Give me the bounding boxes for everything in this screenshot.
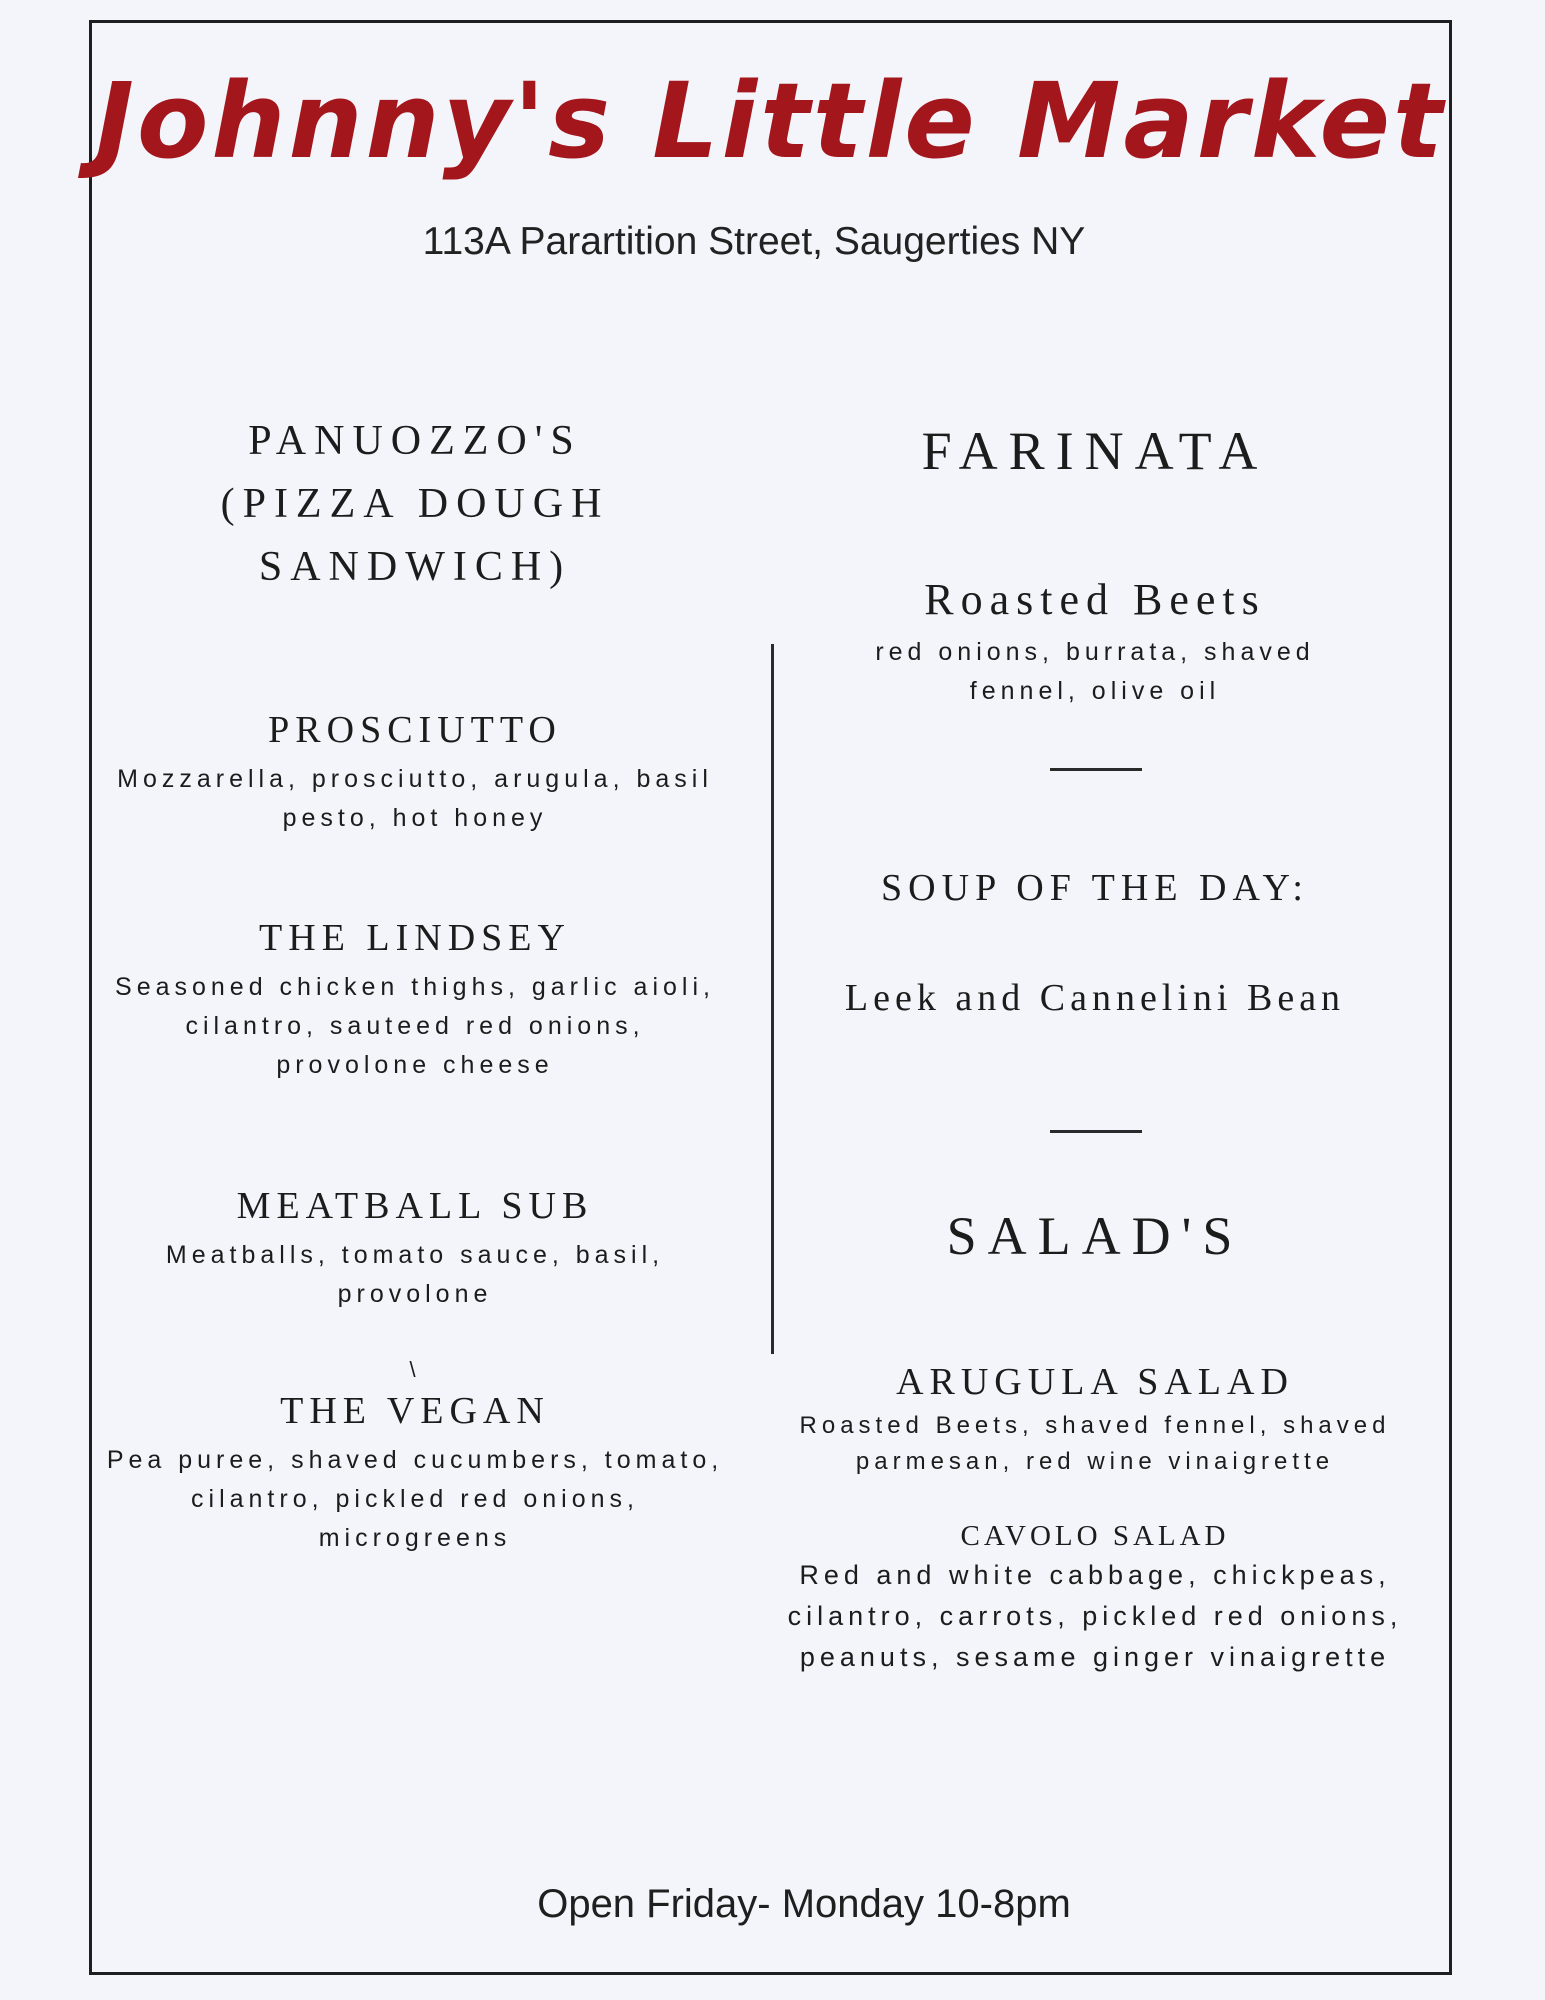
menu-item-the-vegan [100,1389,730,1558]
address: 113A Parartition Street, Saugerties NY [422,220,1086,263]
item-name: ARUGULA SALAD [896,1361,1294,1403]
menu-item-cavolo-salad [780,1520,1410,1678]
panuozzo-section-title: PANUOZZO'S (PIZZA DOUGH SANDWICH) [220,418,610,590]
item-description: Meatballs, tomato sauce, basil, provolone [165,1241,665,1308]
menu-item-arugula-salad [780,1360,1410,1480]
soup-section-title: SOUP OF THE DAY: [881,867,1309,909]
opening-hours: Open Friday- Monday 10-8pm [537,1882,1071,1926]
item-description: Mozzarella, prosciutto, arugula, basil pesto, hot honey [117,765,713,832]
menu-item-the-lindsey [100,916,730,1085]
section-rule [1050,1130,1142,1133]
item-name: THE VEGAN [280,1390,550,1432]
menu-item-prosciutto [100,708,730,838]
item-description: Seasoned chicken thighs, garlic aioli, cilantro, sauteed red onions, provolone cheese [115,973,715,1079]
column-divider [771,644,774,1354]
salads-section-title: SALAD'S [946,1206,1244,1266]
item-name: Roasted Beets [924,575,1266,624]
restaurant-name: Johnny's Little Market [95,60,1446,182]
item-description: red onions, burrata, shaved fennel, olive oil [875,638,1315,705]
item-description: Pea puree, shaved cucumbers, tomato, cilantro, pickled red onions, microgreens [106,1446,724,1552]
item-name: THE LINDSEY [259,917,571,959]
item-name: CAVOLO SALAD [960,1520,1230,1552]
item-description: Red and white cabbage, chickpeas, cilantro, carrots, pickled red onions, peanuts, sesame ginger vinaigrette [787,1560,1403,1672]
menu-item-meatball-sub [100,1184,730,1314]
stray-mark: \ [409,1357,421,1382]
menu-item-roasted-beets [780,574,1410,711]
item-name: MEATBALL SUB [236,1185,594,1227]
item-name: PROSCIUTTO [268,709,562,751]
farinata-section-title: FARINATA [921,421,1269,481]
section-rule [1050,768,1142,771]
soup-of-the-day: Leek and Cannelini Bean [844,977,1346,1019]
item-description: Roasted Beets, shaved fennel, shaved parmesan, red wine vinaigrette [799,1412,1391,1475]
